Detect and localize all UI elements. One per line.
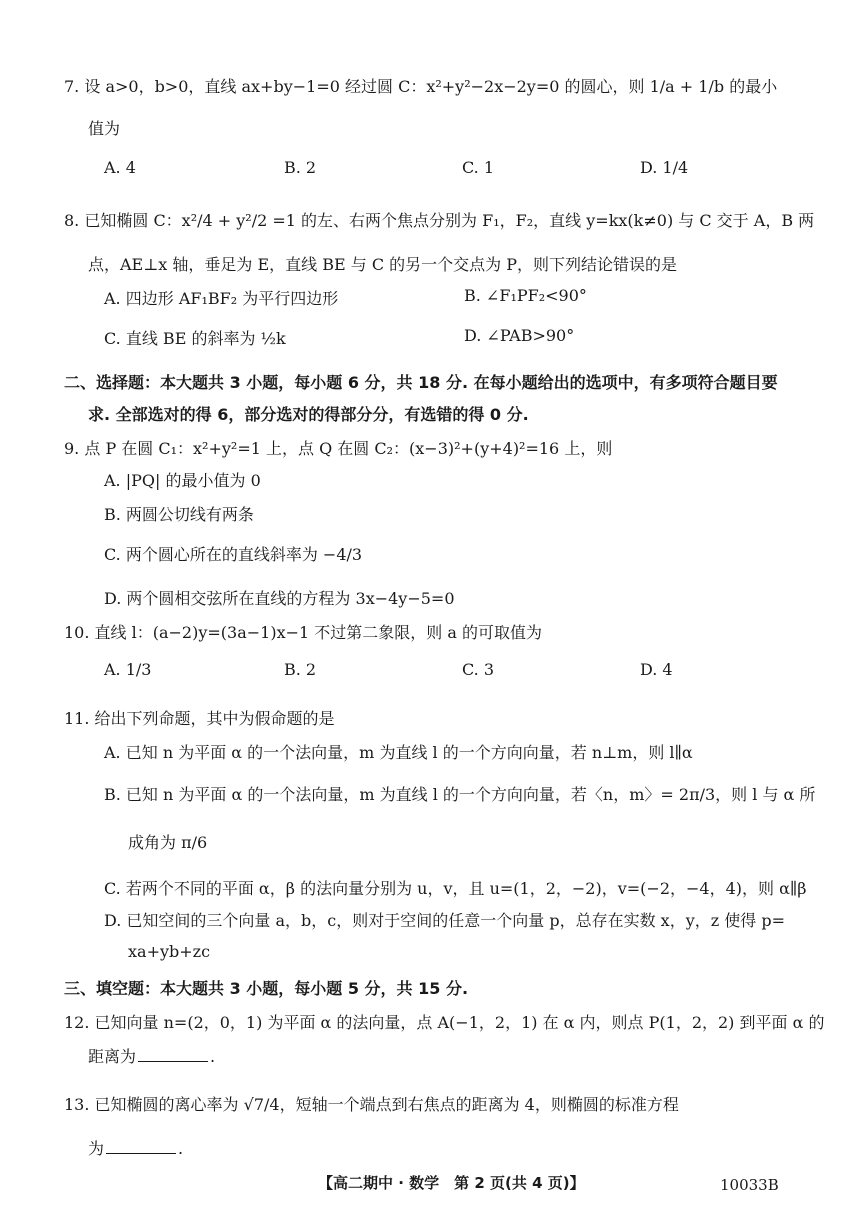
q9-option-d: D. 两个圆相交弦所在直线的方程为 3x−4y−5=0 bbox=[104, 589, 455, 608]
q12-stem-cont bbox=[88, 1044, 215, 1067]
q12-end: . bbox=[210, 1047, 216, 1066]
q12-stem: 12. 已知向量 n=(2，0，1) 为平面 α 的法向量，点 A(−1，2，1) 在 α 内，则点 P(1，2，2) 到平面 α 的 bbox=[64, 1013, 825, 1032]
q10-stem: 10. 直线 l：(a−2)y=(3a−1)x−1 不过第二象限，则 a 的可取值为 bbox=[64, 623, 542, 642]
q9-option-a: A. |PQ| 的最小值为 0 bbox=[104, 471, 261, 490]
q12-answer-blank[interactable] bbox=[138, 1061, 208, 1062]
q11-option-a: A. 已知 n 为平面 α 的一个法向量，m 为直线 l 的一个方向向量，若 n⊥m，则 l∥α bbox=[104, 743, 693, 762]
q10-option-a: A. 1/3 bbox=[104, 660, 152, 679]
section-2-heading: 二、选择题：本大题共 3 小题，每小题 6 分，共 18 分. 在每小题给出的选项中，有多项符合题目要 bbox=[64, 373, 778, 392]
q11-option-b-cont: 成角为 π/6 bbox=[128, 833, 208, 852]
q13-stem: 13. 已知椭圆的离心率为 √7/4，短轴一个端点到右焦点的距离为 4，则椭圆的标准方程 bbox=[64, 1095, 679, 1114]
q11-option-c: C. 若两个不同的平面 α，β 的法向量分别为 u，v，且 u=(1，2，−2)，v=(−2，−4，4)，则 α∥β bbox=[104, 879, 807, 898]
section-3-heading: 三、填空题：本大题共 3 小题，每小题 5 分，共 15 分. bbox=[64, 979, 469, 998]
page-footer: 【高二期中 · 数学 第 2 页(共 4 页)】 bbox=[318, 1174, 585, 1192]
q8-stem-cont: 点，AE⊥x 轴，垂足为 E，直线 BE 与 C 的另一个交点为 P，则下列结论错误的是 bbox=[88, 255, 678, 274]
q13-stem-cont bbox=[88, 1136, 183, 1159]
q7-stem: 7. 设 a>0，b>0，直线 ax+by−1=0 经过圆 C：x²+y²−2x−2y=0 的圆心，则 1/a + 1/b 的最小 bbox=[64, 77, 778, 96]
q8-option-c: C. 直线 BE 的斜率为 ½k bbox=[104, 329, 286, 348]
q8-option-a: A. 四边形 AF₁BF₂ 为平行四边形 bbox=[104, 289, 339, 308]
q12-stem-text: 距离为 bbox=[88, 1047, 137, 1066]
q9-stem: 9. 点 P 在圆 C₁：x²+y²=1 上，点 Q 在圆 C₂：(x−3)²+(y+4)²=16 上，则 bbox=[64, 439, 613, 458]
q10-option-b: B. 2 bbox=[284, 660, 317, 679]
section-2-heading-cont: 求. 全部选对的得 6，部分选对的得部分分，有选错的得 0 分. bbox=[88, 405, 529, 424]
q9-option-c: C. 两个圆心所在的直线斜率为 −4/3 bbox=[104, 545, 363, 564]
q7-option-c: C. 1 bbox=[462, 158, 495, 177]
q7-option-a: A. 4 bbox=[104, 158, 136, 177]
q11-option-d: D. 已知空间的三个向量 a，b，c，则对于空间的任意一个向量 p，总存在实数 x，y，z 使得 p= bbox=[104, 911, 785, 930]
q7-option-b: B. 2 bbox=[284, 158, 317, 177]
q11-option-b: B. 已知 n 为平面 α 的一个法向量，m 为直线 l 的一个方向向量，若〈n，m〉= 2π/3，则 l 与 α 所 bbox=[104, 785, 816, 804]
q7-stem-cont: 值为 bbox=[88, 119, 121, 138]
q8-option-d: D. ∠PAB>90° bbox=[464, 326, 575, 345]
q8-option-b: B. ∠F₁PF₂<90° bbox=[464, 286, 587, 305]
q13-answer-blank[interactable] bbox=[106, 1153, 176, 1154]
q7-option-d: D. 1/4 bbox=[640, 158, 689, 177]
q11-option-d-cont: xa+yb+zc bbox=[128, 942, 211, 961]
q8-stem: 8. 已知椭圆 C：x²/4 + y²/2 =1 的左、右两个焦点分别为 F₁，F₂，直线 y=kx(k≠0) 与 C 交于 A，B 两 bbox=[64, 211, 815, 230]
q13-end: . bbox=[178, 1139, 184, 1158]
q9-option-b: B. 两圆公切线有两条 bbox=[104, 505, 254, 524]
q11-stem: 11. 给出下列命题，其中为假命题的是 bbox=[64, 709, 335, 728]
q13-stem-text: 为 bbox=[88, 1139, 105, 1158]
exam-code: 10033B bbox=[720, 1176, 779, 1194]
q10-option-c: C. 3 bbox=[462, 660, 495, 679]
q10-option-d: D. 4 bbox=[640, 660, 673, 679]
